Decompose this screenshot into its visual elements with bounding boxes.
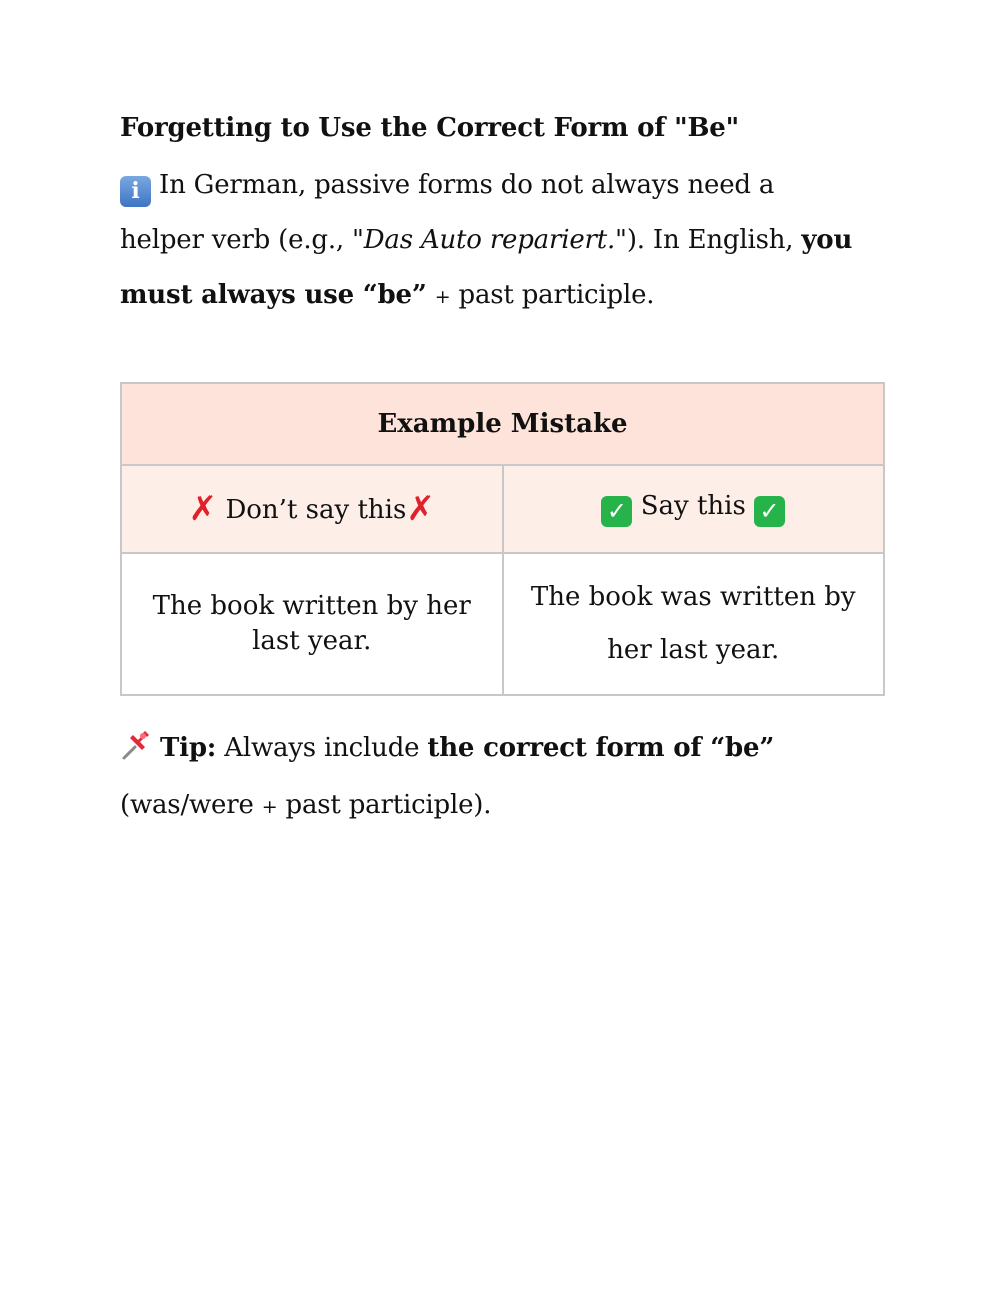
info-icon: i [120,176,151,207]
intro-text-2: ). In English, [626,225,802,255]
intro-plus: + [434,286,451,308]
tip-plus: + [261,796,278,818]
wrong-header-label: Don’t say this [225,495,407,525]
tip-label: Tip: [160,733,217,763]
tip-bold: the correct form of “be” [427,733,775,763]
cross-mark-icon: ✗ [188,489,218,529]
wrong-example-cell: The book written by her last year. [121,553,503,695]
right-header-label: Say this [640,491,746,521]
check-mark-icon: ✓ [601,496,632,527]
tip-text-3: past participle). [277,790,492,820]
intro-text-1: In German, passive forms do not always need a helper verb (e.g., [120,170,775,255]
table-title: Example Mistake [121,383,884,465]
intro-text-3: past participle. [450,280,655,310]
intro-example: "Das Auto repariert." [352,225,627,255]
table-header-row [121,383,884,465]
table-subheader-row [121,465,884,553]
tip-paragraph [120,720,865,836]
wrong-header-cell [121,465,503,553]
cross-mark-icon: ✗ [406,489,435,529]
check-mark-icon: ✓ [754,496,785,527]
table-row [121,553,884,695]
right-example-cell: The book was written by her last year. [503,553,885,695]
intro-bold: you must always use “be” [120,225,853,310]
pushpin-icon [120,726,154,760]
example-mistake-table [120,382,885,696]
tip-text-1: Always include [216,733,428,763]
intro-paragraph [120,158,865,325]
tip-text-2: (was/were [120,790,262,820]
right-header-cell [503,465,885,553]
section-heading: Forgetting to Use the Correct Form of "Be" [120,113,739,143]
